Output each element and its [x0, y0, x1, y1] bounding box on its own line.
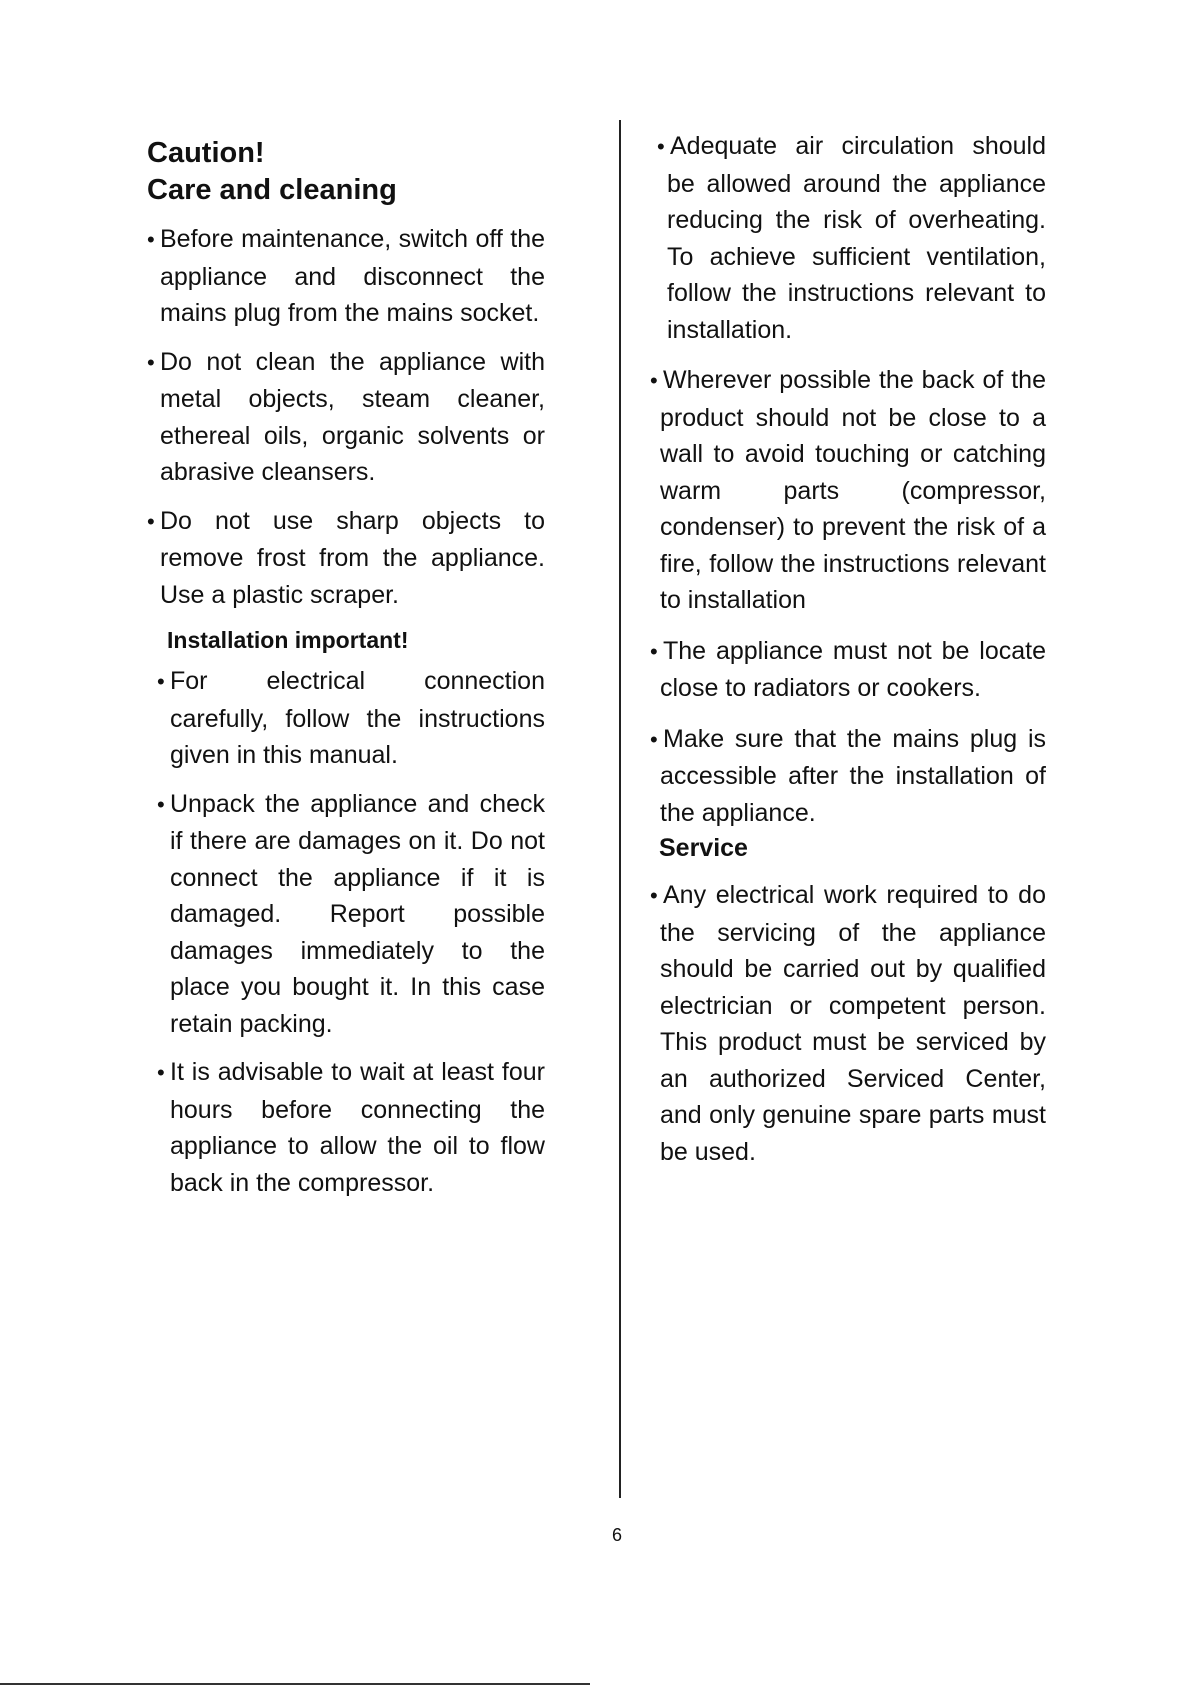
bullet-icon: • — [147, 349, 155, 375]
bullet-icon: • — [157, 791, 165, 817]
caution-heading: Caution! — [147, 137, 265, 169]
paragraph-before-maintenance: • Before maintenance, switch off the appliance and disconnect the mains plug from the mains socket. — [147, 221, 545, 332]
left-column — [147, 135, 545, 1213]
paragraph-electrical-work: • Any electrical work required to do the servicing of the appliance should be carried out by qualified electrician or competent person. This product must be serviced by an authorized Serviced Center, and only genuine spare parts must be used. — [650, 877, 1046, 1170]
paragraph-unpack: • Unpack the appliance and check if there are damages on it. Do not connect the appliance if it is damaged. Report possible damages immediately to the place you bought it. In this case retain packing. — [157, 786, 545, 1043]
bullet-icon: • — [147, 227, 155, 252]
care-cleaning-heading: Care and cleaning — [147, 174, 397, 206]
paragraph-air-circulation: • Adequate air circulation should be allowed around the appliance reducing the risk of overheating. To achieve sufficient ventilation, follow the instructions relevant to installation. — [657, 128, 1046, 348]
page-number: 6 — [612, 1525, 623, 1545]
installation-heading: Installation important! — [167, 627, 409, 653]
paragraph-electrical-connection: • For electrical connection carefully, follow the instructions given in this manual. — [157, 663, 545, 774]
paragraph-sharp-objects: • Do not use sharp objects to remove frost from the appliance. Use a plastic scraper. — [147, 503, 545, 614]
paragraph-radiators: • The appliance must not be locate close to radiators or cookers. — [650, 633, 1046, 707]
bullet-icon: • — [650, 368, 658, 393]
bullet-icon: • — [657, 134, 665, 159]
bullet-icon: • — [650, 726, 658, 752]
paragraph-wait-four-hours: • It is advisable to wait at least four hours before connecting the appliance to allow the oil to flow back in the compressor. — [157, 1054, 545, 1201]
bullet-icon: • — [147, 508, 155, 534]
paragraph-do-not-clean: • Do not clean the appliance with metal objects, steam cleaner, ethereal oils, organic solvents or abrasive cleansers. — [147, 344, 545, 491]
bullet-icon: • — [157, 669, 165, 694]
bullet-icon: • — [650, 638, 658, 664]
right-column — [650, 128, 1046, 1182]
bullet-icon: • — [157, 1060, 165, 1085]
column-divider — [619, 120, 621, 1498]
bullet-icon: • — [650, 883, 658, 908]
service-heading: Service — [659, 834, 748, 862]
paragraph-back-of-product: • Wherever possible the back of the product should not be close to a wall to avoid touching or catching warm parts (compressor, condenser) to prevent the risk of a fire, follow the instructions relevant to installation — [650, 362, 1046, 619]
paragraph-mains-plug: • Make sure that the mains plug is accessible after the installation of the appliance. — [650, 721, 1046, 832]
